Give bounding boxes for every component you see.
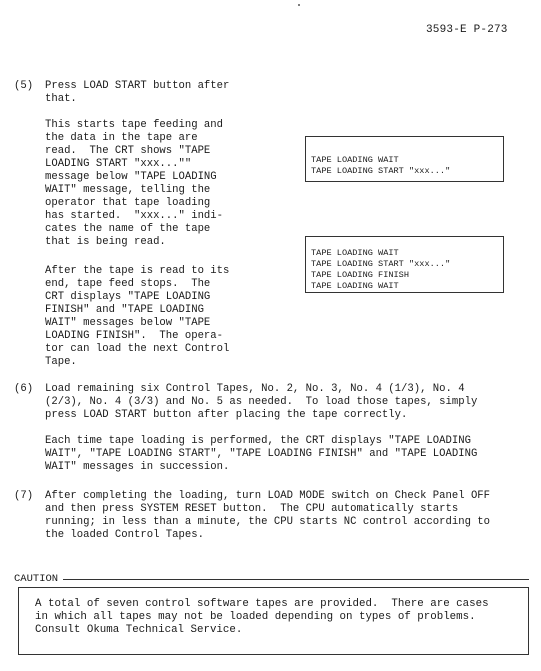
text-line: A total of seven control software tapes are provided. There are cases (35, 598, 489, 610)
caution-text (35, 598, 489, 637)
text-line: tor can load the next Control (45, 343, 230, 355)
text-line: (2/3), No. 4 (3/3) and No. 5 as needed. To load those tapes, simply (45, 396, 478, 408)
text-line: Load remaining six Control Tapes, No. 2, No. 3, No. 4 (1/3), No. 4 (45, 383, 465, 395)
caution-rule (63, 579, 529, 580)
text-line: Consult Okuma Technical Service. (35, 624, 243, 636)
text-line: WAIT" message, telling the (45, 184, 211, 196)
caution-label: CAUTION (14, 573, 59, 585)
text-line: operator that tape loading (45, 197, 211, 209)
step-6-paragraph-2 (45, 435, 477, 474)
step-6-number: (6) (14, 383, 34, 395)
text-line: that is being read. (45, 236, 166, 248)
text-line: end, tape feed stops. The (45, 278, 211, 290)
text-line: the loaded Control Tapes. (45, 529, 204, 541)
step-5-paragraph-2 (45, 265, 229, 369)
text-line: Tape. (45, 356, 77, 368)
scan-speck (298, 4, 300, 6)
crt-display-2 (305, 236, 504, 293)
text-line: TAPE LOADING WAIT (311, 281, 399, 291)
text-line: press LOAD START button after placing the tape correctly. (45, 409, 408, 421)
text-line: WAIT" messages below "TAPE (45, 317, 211, 329)
text-line: TAPE LOADING START "xxx..." (311, 259, 451, 269)
text-line: TAPE LOADING START "xxx..." (311, 166, 451, 176)
step-5-lead (45, 80, 229, 106)
page-number: 3593-E P-273 (426, 24, 508, 36)
text-line: and then press SYSTEM RESET button. The CPU automatically starts (45, 503, 459, 515)
text-line: TAPE LOADING WAIT (311, 248, 399, 258)
text-line: TAPE LOADING WAIT (311, 155, 399, 165)
text-line: Each time tape loading is performed, the CRT displays "TAPE LOADING (45, 435, 471, 447)
text-line: WAIT", "TAPE LOADING START", "TAPE LOADING FINISH" and "TAPE LOADING (45, 448, 478, 460)
text-line: Press LOAD START button after (45, 80, 230, 92)
text-line: After the tape is read to its (45, 265, 230, 277)
step-7-paragraph-1 (45, 490, 490, 542)
text-line: FINISH" and "TAPE LOADING (45, 304, 204, 316)
text-line: running; in less than a minute, the CPU starts NC control according to (45, 516, 491, 528)
text-line: cates the name of the tape (45, 223, 211, 235)
step-7-number: (7) (14, 490, 34, 502)
caution-box (18, 587, 529, 655)
text-line: LOADING START "xxx..."" (45, 158, 192, 170)
step-5-paragraph-1 (45, 119, 223, 249)
step-5-number: (5) (14, 80, 34, 92)
text-line: LOADING FINISH". The opera- (45, 330, 224, 342)
text-line: TAPE LOADING FINISH (311, 270, 409, 280)
text-line: has started. "xxx..." indi- (45, 210, 224, 222)
text-line: This starts tape feeding and (45, 119, 224, 131)
text-line: message below "TAPE LOADING (45, 171, 217, 183)
text-line: the data in the tape are (45, 132, 198, 144)
text-line: that. (45, 93, 77, 105)
crt-display-1 (305, 136, 504, 182)
text-line: WAIT" messages in succession. (45, 461, 230, 473)
step-6-paragraph-1 (45, 383, 477, 422)
text-line: read. The CRT shows "TAPE (45, 145, 211, 157)
text-line: in which all tapes may not be loaded depending on types of problems. (35, 611, 476, 623)
text-line: CRT displays "TAPE LOADING (45, 291, 211, 303)
text-line: After completing the loading, turn LOAD MODE switch on Check Panel OFF (45, 490, 491, 502)
